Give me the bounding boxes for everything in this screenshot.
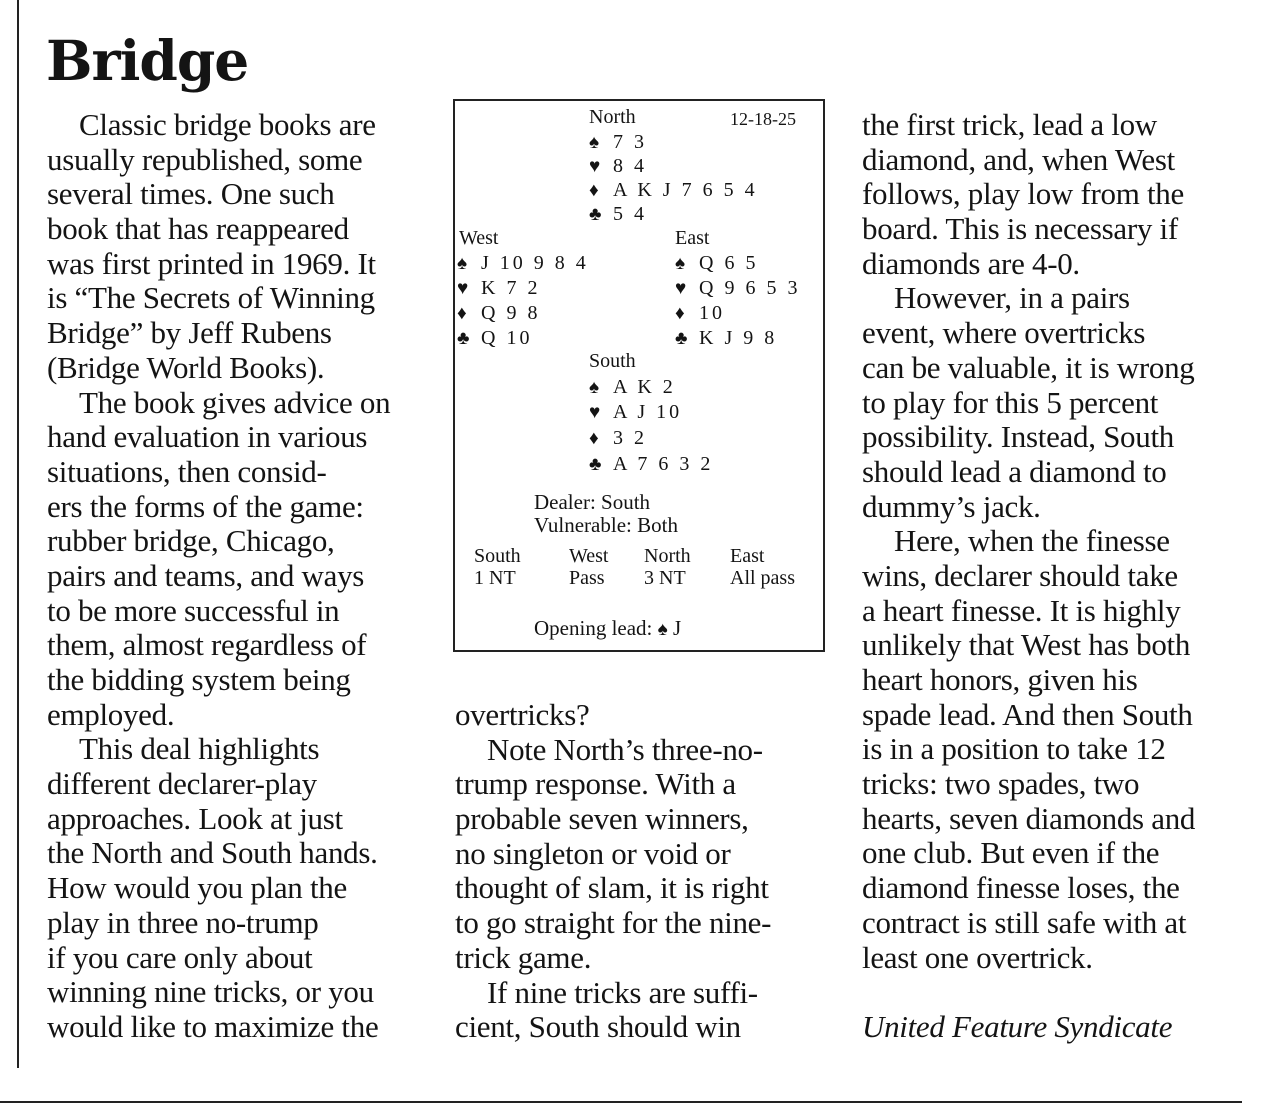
text-line: the bidding system being [47,662,351,697]
article-column-2 [455,698,771,1045]
west-label: West [459,227,499,249]
bid-value: 3 NT [644,567,686,589]
spade-icon: ♠ [589,377,600,398]
text-line: the North and South hands. [47,835,378,871]
opening-lead-label: Opening lead: [534,616,653,640]
text-line: possibility. Instead, South [862,419,1174,455]
card-list: Q 9 8 [481,302,541,324]
east-label: East [675,227,710,249]
text-line: diamond, and, when West [862,141,1175,177]
north-hearts [589,154,647,179]
text-line: trick game. [455,939,592,975]
east-spades [675,251,758,276]
bid-player: West [569,545,609,567]
north-clubs [589,202,647,227]
text-line: Note North’s three-no- [487,731,763,767]
heart-icon: ♥ [589,156,601,177]
article-column-3 [862,108,1195,1045]
east-diamonds [675,301,725,326]
text-line: usually republished, some [47,141,363,177]
bid-value: 1 NT [474,567,516,589]
text-line: one club. But even if the [862,835,1160,871]
text-line: probable seven winners, [455,801,749,837]
spade-icon: ♠ [675,253,686,274]
text-line: hand evaluation in various [47,419,368,455]
opening-lead-card: J [672,616,682,640]
vulnerable-info: Vulnerable: Both [534,513,678,537]
text-line: dummy’s jack. [862,488,1041,524]
text-line: rubber bridge, Chicago, [47,523,335,559]
text-line: is in a position to take 12 [862,731,1166,767]
spade-icon: ♠ [657,619,668,640]
text-line: a heart finesse. It is highly [862,592,1181,628]
text-line: no singleton or void or [455,835,731,871]
text-line: contract is still safe with at [862,904,1187,940]
club-icon: ♣ [589,454,602,475]
text-line: ers the forms of the game: [47,488,364,524]
card-list: 8 4 [613,155,647,177]
article-column-1 [47,108,390,1045]
text-line: The book gives advice on [79,384,391,420]
south-clubs [589,452,713,477]
opening-lead [534,617,681,641]
text-line: different declarer-play [47,766,317,802]
text-line: How would you plan the [47,870,347,906]
heart-icon: ♥ [675,278,687,299]
text-line: cient, South should win [455,1009,741,1045]
text-line: can be valuable, it is wrong [862,349,1195,385]
text-line: pairs and teams, and ways [47,557,365,593]
west-hearts [457,276,540,301]
east-hearts [675,276,800,301]
text-line: If nine tricks are suffi- [487,974,758,1010]
text-line: follows, play low from the [862,176,1184,212]
bridge-hand-diagram [453,99,825,652]
card-list: 10 [699,302,725,324]
text-line: diamonds are 4-0. [862,245,1080,281]
text-line: Bridge” by Jeff Rubens [47,315,332,351]
club-icon: ♣ [457,328,470,349]
text-line: unlikely that West has both [862,627,1191,663]
north-spades [589,130,647,155]
south-diamonds [589,426,647,451]
text-line: if you care only about [47,939,313,975]
text-line: thought of slam, it is right [455,870,769,906]
bid-player: East [730,545,765,567]
text-line: employed. [47,696,175,732]
bid-player: South [474,545,521,567]
south-hearts [589,400,682,425]
west-clubs [457,326,532,351]
text-line: wins, declarer should take [862,557,1178,593]
text-line: However, in a pairs [894,280,1130,316]
card-list: A J 10 [613,401,683,423]
heart-icon: ♥ [457,278,469,299]
bid-value: Pass [569,567,605,589]
text-line: board. This is necessary if [862,211,1178,247]
text-line: approaches. Look at just [47,800,343,836]
text-line: would like to maximize the [47,1008,379,1044]
text-line: least one overtrick. [862,939,1093,975]
dealer-info: Dealer: South [534,490,651,514]
south-spades [589,375,676,400]
left-column-rule [17,0,19,1068]
heart-icon: ♥ [589,402,601,423]
text-line: diamond finesse loses, the [862,870,1180,906]
card-list: A K 2 [613,376,676,398]
text-line: This deal highlights [79,731,320,767]
diamond-icon: ♦ [589,428,599,449]
north-diamonds [589,178,758,203]
text-line: the first trick, lead a low [862,107,1157,142]
west-diamonds [457,301,540,326]
south-label: South [589,350,636,372]
diamond-icon: ♦ [589,180,599,201]
text-line: spade lead. And then South [862,696,1193,732]
card-list: A K J 7 6 5 4 [613,179,758,201]
card-list: Q 10 [481,327,533,349]
syndicate-credit: United Feature Syndicate [862,1008,1173,1044]
text-line: hearts, seven diamonds and [862,800,1196,836]
text-line: event, where overtricks [862,315,1146,351]
card-list: Q 9 6 5 3 [699,277,801,299]
column-date: 12-18-25 [730,109,796,129]
text-line: book that has reappeared [47,211,349,247]
text-line: winning nine tricks, or you [47,974,374,1010]
text-line: should lead a diamond to [862,453,1167,489]
diamond-icon: ♦ [457,303,467,324]
text-line: situations, then consid- [47,453,327,489]
page-title: Bridge [46,28,249,93]
text-line: to play for this 5 percent [862,384,1159,420]
text-line: tricks: two spades, two [862,766,1140,802]
text-line: several times. One such [47,176,335,212]
text-line: them, almost regardless of [47,627,367,663]
text-line: is “The Secrets of Winning [47,280,375,316]
text-line: was first printed in 1969. It [47,245,376,281]
club-icon: ♣ [675,328,688,349]
text-line: heart honors, given his [862,662,1138,697]
text-line: to be more successful in [47,592,340,628]
east-clubs [675,326,777,351]
spade-icon: ♠ [589,132,600,153]
text-line: to go straight for the nine- [455,905,772,941]
card-list: 7 3 [613,131,647,153]
bid-player: North [644,545,691,567]
card-list: K 7 2 [481,277,541,299]
north-label: North [589,106,636,128]
bid-value: All pass [730,567,795,589]
diamond-icon: ♦ [675,303,685,324]
card-list: A 7 6 3 2 [613,453,714,475]
text-line: overtricks? [455,697,590,732]
card-list: J 10 9 8 4 [481,252,589,274]
text-line: Here, when the finesse [894,523,1170,559]
west-spades [457,251,589,276]
text-line: play in three no-trump [47,904,319,940]
club-icon: ♣ [589,204,602,225]
text-line: Classic bridge books are [79,107,376,142]
spacer-line [862,975,1195,1010]
bottom-rule [0,1101,1242,1103]
card-list: 3 2 [613,427,647,449]
card-list: 5 4 [613,203,647,225]
text-line: (Bridge World Books). [47,349,325,385]
card-list: K J 9 8 [699,327,778,349]
card-list: Q 6 5 [699,252,759,274]
text-line: trump response. With a [455,766,736,802]
spade-icon: ♠ [457,253,468,274]
